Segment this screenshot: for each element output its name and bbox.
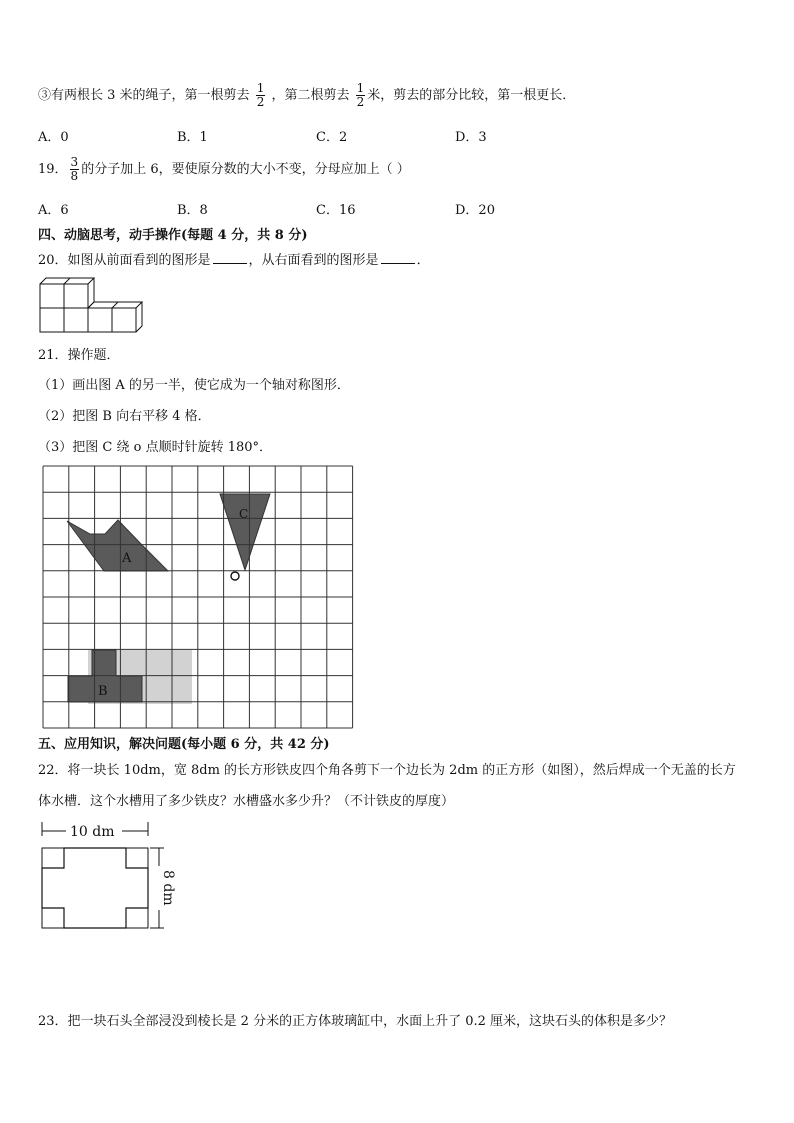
option-a: A．0 xyxy=(38,130,69,145)
q18-options xyxy=(38,126,594,145)
q18-text-2: ，第二根剪去 xyxy=(271,88,350,103)
q19-number: 19． xyxy=(38,162,68,177)
width-label: 10 dm xyxy=(70,824,115,840)
option-b: B．8 xyxy=(177,203,208,218)
cube-face xyxy=(88,308,112,332)
fraction-three-eighths: $\frac{3}{8}$ xyxy=(70,155,79,183)
fraction-half-1: $\frac{1}{2}$ xyxy=(256,81,265,109)
option-d: D．3 xyxy=(455,130,487,145)
option-b: B．1 xyxy=(177,130,208,145)
q22-line-2: 体水槽．这个水槽用了多少铁皮？水槽盛水多少升？（不计铁皮的厚度） xyxy=(38,794,455,809)
cube-stack-figure xyxy=(36,276,150,336)
cross-shape xyxy=(42,848,148,928)
question-19 xyxy=(38,156,410,183)
circled-marker: ③ xyxy=(38,88,52,103)
cube-face xyxy=(64,284,88,308)
cube-face xyxy=(40,308,64,332)
q19-options xyxy=(38,199,594,218)
height-label: 8 dm xyxy=(160,870,176,906)
answer-blank-right[interactable] xyxy=(381,251,415,264)
q21-title: 21．操作题． xyxy=(38,348,120,363)
q19-text: 的分子加上 6，要使原分数的大小不变，分母应加上（ ） xyxy=(81,162,410,177)
option-c: C．16 xyxy=(316,203,356,218)
transformation-grid xyxy=(40,464,354,730)
label-c: C xyxy=(239,507,249,521)
cube-face xyxy=(40,284,64,308)
shape-c xyxy=(220,494,270,570)
rotation-point-o xyxy=(231,572,239,580)
cube-face xyxy=(64,308,88,332)
option-c: C．2 xyxy=(316,130,348,145)
cube-face xyxy=(112,308,136,332)
label-a: A xyxy=(122,551,132,566)
question-20: 20．如图从前面看到的图形是 ，从右面看到的图形是 ． xyxy=(38,253,430,268)
question-18-part3 xyxy=(38,82,575,109)
option-d: D．20 xyxy=(455,203,495,218)
q18-text-1: 有两根长 3 米的绳子，第一根剪去 xyxy=(51,88,250,103)
q18-text-3: 米，剪去的部分比较，第一根更长． xyxy=(367,88,576,103)
label-b: B xyxy=(98,684,108,699)
answer-blank-front[interactable] xyxy=(213,251,247,264)
sheet-metal-diagram xyxy=(36,818,176,934)
option-a: A．6 xyxy=(38,203,69,218)
fraction-half-2: $\frac{1}{2}$ xyxy=(356,81,365,109)
question-23: 23．把一块石头全部浸没到棱长是 2 分米的正方体玻璃缸中，水面上升了 0.2 厘米，这块石头的体积是多少？ xyxy=(38,1014,673,1029)
q21-item-2: （2）把图 B 向右平移 4 格． xyxy=(38,409,211,424)
q21-item-1: （1）画出图 A 的另一半，使它成为一个轴对称图形． xyxy=(38,378,350,393)
section-4-title: 四、动脑思考，动手操作(每题 4 分，共 8 分) xyxy=(38,228,308,243)
q22-line-1: 22．将一块长 10dm，宽 8dm 的长方形铁皮四个角各剪下一个边长为 2dm 的正方形（如图），然后焊成一个无盖的长方 xyxy=(38,763,736,778)
shape-a xyxy=(67,520,168,571)
section-5-title: 五、应用知识，解决问题(每小题 6 分，共 42 分) xyxy=(38,737,330,752)
q21-item-3: （3）把图 C 绕 o 点顺时针旋转 180°． xyxy=(38,440,273,455)
